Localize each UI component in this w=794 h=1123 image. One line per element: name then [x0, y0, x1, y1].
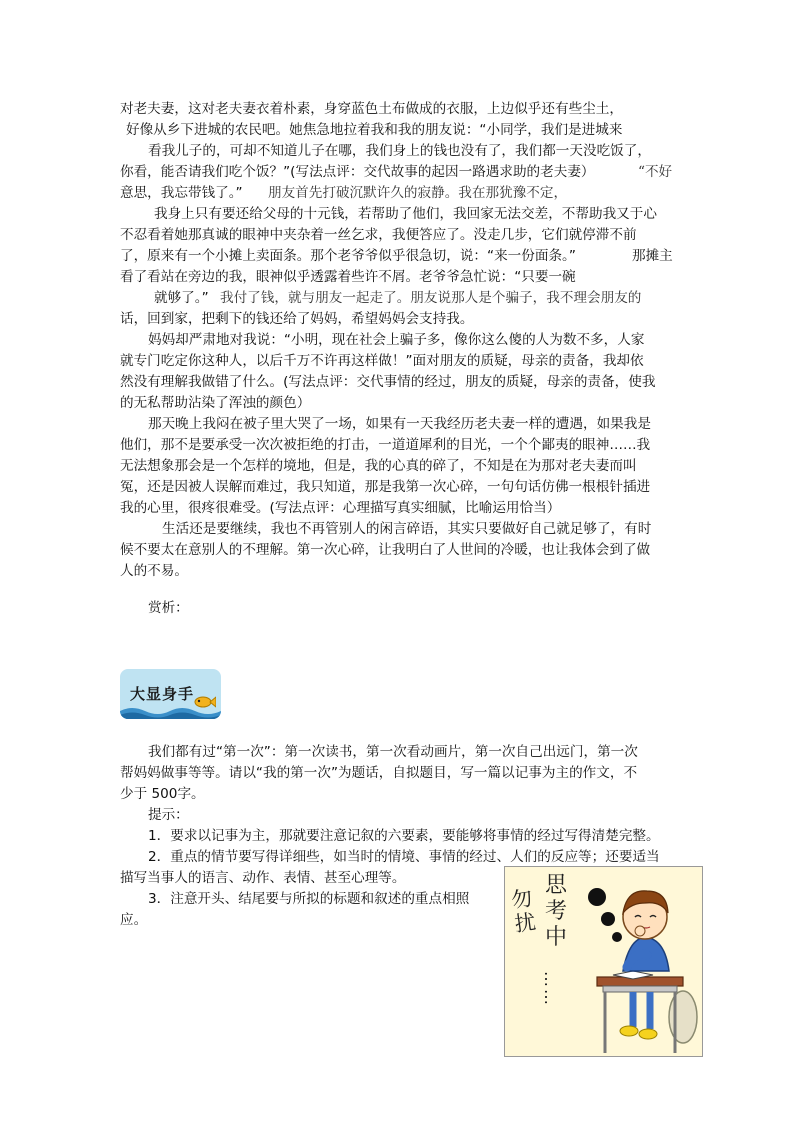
story-line: 你看，能否请我们吃个饭？”(写法点评：交代故事的起因一路遇求助的老夫妻） [120, 164, 595, 180]
story-line: 无法想象那会是一个怎样的境地，但是，我的心真的碎了，不知是在为那对老夫妻而叫 [120, 458, 637, 474]
do-not-disturb-text: 勿扰 [509, 885, 538, 937]
story-line: 意思，我忘带钱了。” [120, 185, 243, 201]
story-line: 他们，那不是要承受一次次被拒绝的打击，一道道犀利的目光，一个个鄙夷的眼神……我 [120, 437, 651, 453]
hint-label: 提示： [148, 807, 189, 823]
story-line: 候不要太在意别人的不理解。第一次心碎，让我明白了人世间的冷暖，也让我体会到了做 [120, 542, 651, 558]
section-banner [120, 669, 221, 719]
story-line: 好像从乡下进城的农民吧。她焦急地拉着我和我的朋友说：“小同学，我们是进城来 [126, 122, 623, 138]
story-line: 那摊主 [632, 248, 673, 264]
story-line: 然没有理解我做错了什么。(写法点评：交代事情的经过，朋友的质疑，母亲的责备，使我 [120, 374, 656, 390]
appreciation-label: 赏析： [148, 600, 189, 616]
story-line: 就专门吃定你这种人，以后千万不许再这样做！”面对朋友的质疑，母亲的责备，我却依 [120, 353, 644, 369]
hint-item: 3．注意开头、结尾要与所拟的标题和叙述的重点相照 [148, 891, 470, 907]
story-line: 了，原来有一个小摊上卖面条。那个老爷爷似乎很急切，说：“来一份面条。” [120, 248, 576, 264]
task-line: 少于 500字。 [120, 786, 205, 802]
boy-drawing [505, 867, 702, 1056]
story-line: 冤，还是因被人误解而难过，我只知道，那是我第一次心碎，一句句话仿佛一根根针插进 [120, 479, 651, 495]
story-line: 不忍看着她那真诚的眼神中夹杂着一丝乞求，我便答应了。没走几步，它们就停滞不前 [120, 227, 637, 243]
story-line: 对老夫妻，这对老夫妻衣着朴素，身穿蓝色土布做成的衣服，上边似乎还有些尘土， [120, 101, 623, 117]
story-line: 生活还是要继续，我也不再管别人的闲言碎语，其实只要做好自己就足够了，有时 [162, 521, 652, 537]
story-line: 那天晚上我闷在被子里大哭了一场，如果有一天我经历老夫妻一样的遭遇，如果我是 [148, 416, 651, 432]
thinking-dots: …… [541, 971, 560, 1007]
hint-item: 描写当事人的语言、动作、表情、甚至心理等。 [120, 870, 406, 886]
story-line: 我付了钱，就与朋友一起走了。朋友说那人是个骗子，我不理会朋友的 [220, 290, 642, 306]
story-line: 的无私帮助沾染了浑浊的颜色） [120, 395, 311, 411]
story-line: 朋友首先打破沉默许久的寂静。我在那犹豫不定， [268, 185, 568, 201]
story-line: 看我儿子的，可却不知道儿子在哪，我们身上的钱也没有了，我们都一天没吃饭了， [148, 143, 651, 159]
thinking-text: 思考中 [545, 873, 568, 950]
hint-item: 1．要求以记事为主，那就要注意记叙的六要素，要能够将事情的经过写得清楚完整。 [148, 828, 660, 844]
thinking-boy-illustration [504, 866, 703, 1057]
story-line: 看了看站在旁边的我，眼神似乎透露着些许不屑。老爷爷急忙说：“只要一碗 [120, 269, 576, 285]
story-line: 我身上只有要还给父母的十元钱，若帮助了他们，我回家无法交差，不帮助我又于心 [154, 206, 657, 222]
story-line: 话，回到家，把剩下的钱还给了妈妈，希望妈妈会支持我。 [120, 311, 474, 327]
story-line: 我的心里，很疼很难受。(写法点评：心理描写真实细腻，比喻运用恰当） [120, 500, 561, 516]
story-line: 人的不易。 [120, 563, 188, 579]
story-line: 就够了。” [154, 290, 209, 306]
fish-icon [194, 695, 216, 709]
story-line: 妈妈却严肃地对我说：“小明，现在社会上骗子多，像你这么傻的人为数不多，人家 [148, 332, 645, 348]
task-line: 我们都有过“第一次”：第一次读书，第一次看动画片，第一次自己出远门，第一次 [148, 744, 638, 760]
story-line: “不好 [638, 164, 673, 180]
task-line: 帮妈妈做事等等。请以“我的第一次”为题话，自拟题目，写一篇以记事为主的作文，不 [120, 765, 638, 781]
hint-item: 应。 [120, 912, 148, 928]
banner-title: 大显身手 [130, 685, 195, 703]
hint-item: 2．重点的情节要写得详细些，如当时的情境、事情的经过、人们的反应等；还要适当 [148, 849, 660, 865]
